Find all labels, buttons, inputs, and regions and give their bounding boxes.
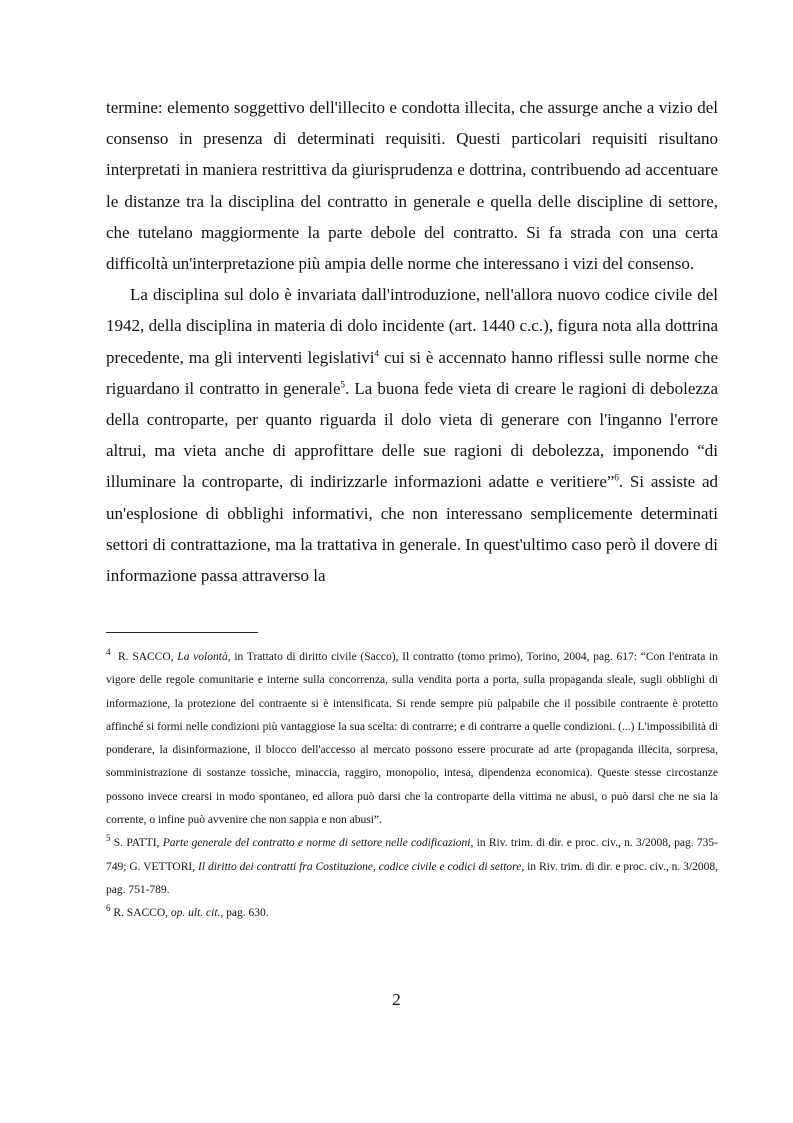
paragraph-2-part-c: . La buona fede vieta di creare le ragioni di debolezza della controparte, per quanto riguarda il dolo vieta di generare con l'inganno l'errore altrui, ma vieta anche di approfittare delle sue ragioni di debolezza, imponendo “di illuminare la controparte, di indirizzarle informazioni adatte e veritiere” <box>106 378 718 492</box>
paragraph-2-part-b: cui si è accennato hanno riflessi sulle norme che riguardano il contratto in generale <box>106 347 718 398</box>
footnote-5-text: , in Riv. trim. di dir. e proc. civ., n. 3/2008, pag. 751-789. <box>106 860 718 896</box>
paragraph-2-part-a: La disciplina sul dolo è invariata dall'introduzione, nell'allora nuovo codice civile del 1942, della disciplina in materia di dolo incidente (art. 1440 c.c.), figura nota alla dottrina precedente, ma gli interventi legislativi <box>106 285 718 367</box>
footnote-5-author-1: S. PATTI, <box>110 837 163 850</box>
paragraph-1: termine: elemento soggettivo dell'illecito e condotta illecita, che assurge anche a vizio del consenso in presenza di determinati requisiti. Questi particolari requisiti risultano interpretati in maniera restrittiva da giurisprudenza e dottrina, contribuendo ad accentuare le distanze tra la disciplina del contratto in generale e quella delle discipline di settore, che tutelano maggiormente la parte debole del contratto. Si fa strada con una certa difficoltà un'interpretazione più ampia delle norme che interessano i vizi del consenso. <box>106 98 718 274</box>
footnote-5-middle: , in Riv. trim. di dir. e proc. civ., n. 3/2008, pag. 735-749; G. VETTORI, <box>106 837 718 873</box>
footnote-4 <box>106 646 718 832</box>
footnote-6 <box>106 902 718 925</box>
footnote-ref-5: 5 <box>340 379 346 390</box>
footnote-4-number: 4 <box>106 647 111 658</box>
footnote-5-title-2: Il diritto dei contratti fra Costituzione, codice civile e codici di settore <box>198 860 522 873</box>
footnote-4-title: La volontà <box>177 651 228 663</box>
footnote-6-text: , pag. 630. <box>220 907 269 920</box>
paragraph-2-part-d: . Si assiste ad un'esplosione di obblighi informativi, che non interessano semplicemente determinati settori di contrattazione, ma la trattativa in generale. In quest'ultimo caso però il dovere di informazione passa attraverso la <box>106 472 718 586</box>
footnote-4-author: R. SACCO, <box>118 651 178 663</box>
footnotes <box>106 646 718 926</box>
footnote-6-author: R. SACCO, <box>110 907 171 920</box>
main-text <box>106 92 718 591</box>
footnote-5-number: 5 <box>106 833 111 844</box>
footnote-4-text: , in Trattato di diritto civile (Sacco), Il contratto (tomo primo), Torino, 2004, pag. 617: “Con l'entrata in vigore delle regole comunitarie e interne sulla concorrenza, sulla vendita porta a porta, sulla propaganda sleale, sugli obblighi di informazione, la protezione del contraente si è intensificata. Si rende sempre più palpabile che il possibile contraente è protetto affinché si formi nelle condizioni più vantaggiose la sua scelta: di contrarre; e di contrarre a quelle condizioni. (...) L'impossibilità di ponderare, la disinformazione, il blocco dell'accesso al mercato possono essere procurate ad arte (propaganda illecita, sorpresa, somministrazione di sostanze tossiche, minaccia, raggiro, monopolio, intesa, dipendenza economica). Queste stesse circostanze possono invece crearsi in modo spontaneo, ed allora può darsi che la controparte della vittima ne abusi, o può darsi che ne sia la corrente, o infine può avvenire che non sappia e non abusi”. <box>106 651 718 827</box>
footnote-6-title: op. ult. cit. <box>170 907 221 920</box>
footnote-ref-4: 4 <box>374 347 380 358</box>
footnote-5-title-1: Parte generale del contratto e norme di settore nelle codificazioni <box>162 837 471 850</box>
page-number: 2 <box>392 990 401 1009</box>
paragraph-2 <box>106 279 718 591</box>
footnote-ref-6: 6 <box>614 472 619 483</box>
footnote-6-number: 6 <box>106 903 111 914</box>
footnote-5 <box>106 832 718 902</box>
footnote-separator <box>106 632 258 633</box>
